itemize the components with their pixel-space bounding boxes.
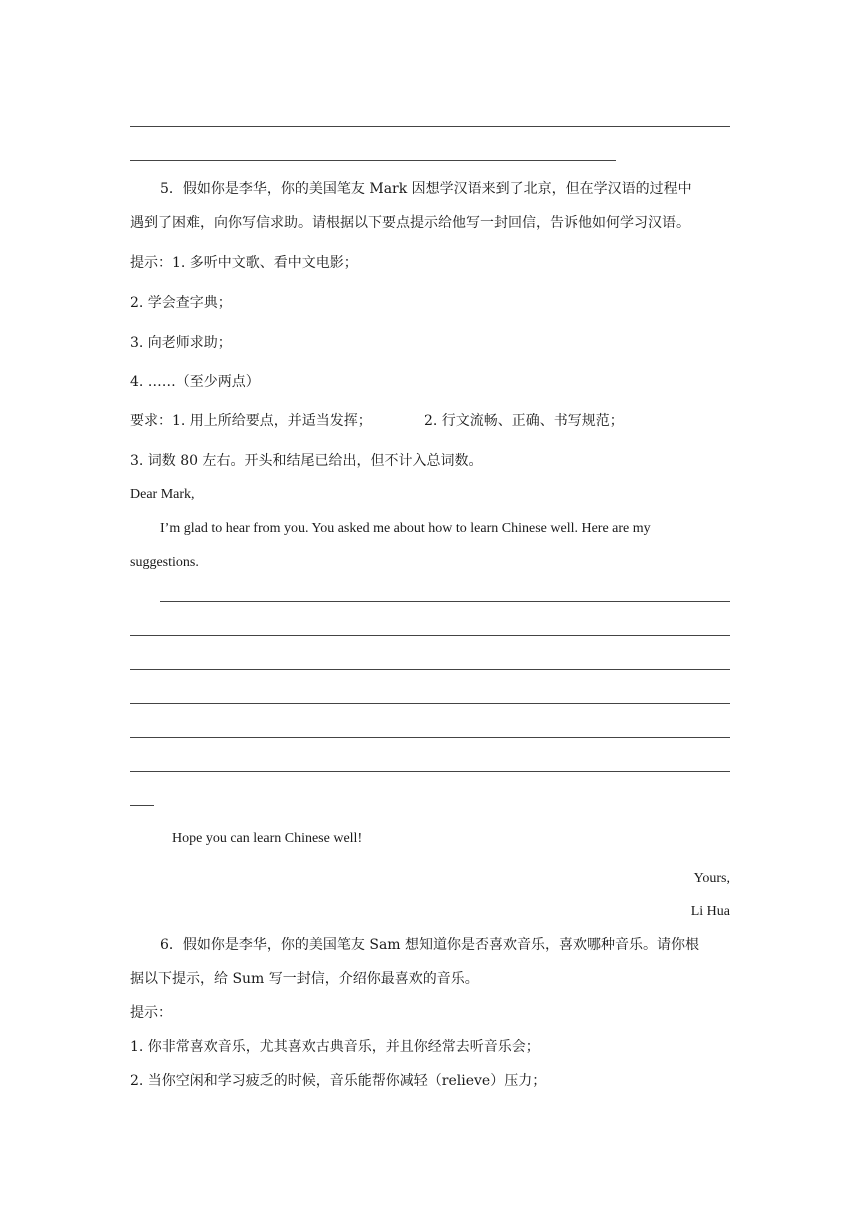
writing-line xyxy=(130,635,730,636)
writing-line xyxy=(130,805,154,806)
q6-tip1: 1. 你非常喜欢音乐，尤其喜欢古典音乐，并且你经常去听音乐会； xyxy=(130,1039,540,1055)
writing-line xyxy=(130,703,730,704)
letter-opening-line1: I’m glad to hear from you. You asked me about how to learn Chinese well. Here are my xyxy=(160,521,651,536)
letter-opening-line2: suggestions. xyxy=(130,555,199,570)
letter-salutation: Dear Mark, xyxy=(130,487,195,502)
q5-requirement1: 要求：1. 用上所给要点，并适当发挥； xyxy=(130,413,372,429)
q6-tips-label: 提示： xyxy=(130,1005,172,1021)
letter-signature: Li Hua xyxy=(690,904,730,919)
q5-requirement3: 3. 词数 80 左右。开头和结尾已给出，但不计入总词数。 xyxy=(130,453,483,469)
q5-requirement2: 2. 行文流畅、正确、书写规范； xyxy=(424,413,624,429)
q5-tip2: 2. 学会查字典； xyxy=(130,295,232,311)
writing-line xyxy=(130,737,730,738)
q6-tip2: 2. 当你空闲和学习疲乏的时候，音乐能帮你减轻（relieve）压力； xyxy=(130,1073,547,1089)
letter-closing: Hope you can learn Chinese well! xyxy=(172,831,363,846)
q6-prompt-line1: 6．假如你是李华，你的美国笔友 Sam 想知道你是否喜欢音乐，喜欢哪种音乐。请你根 xyxy=(160,937,700,953)
q5-prompt-line2: 遇到了困难，向你写信求助。请根据以下要点提示给他写一封回信，告诉他如何学习汉语。 xyxy=(130,215,690,231)
q6-prompt-line2: 据以下提示，给 Sum 写一封信，介绍你最喜欢的音乐。 xyxy=(130,971,479,987)
answer-line xyxy=(130,126,730,127)
writing-line xyxy=(130,771,730,772)
writing-line xyxy=(160,601,730,602)
writing-line xyxy=(130,669,730,670)
q5-tip3: 3. 向老师求助； xyxy=(130,335,232,351)
answer-line xyxy=(130,160,616,161)
q5-tip1: 提示：1. 多听中文歌、看中文电影； xyxy=(130,255,358,271)
letter-signoff: Yours, xyxy=(693,871,730,886)
q5-tip4: 4. ……（至少两点） xyxy=(130,374,260,390)
q5-prompt-line1: 5．假如你是李华，你的美国笔友 Mark 因想学汉语来到了北京，但在学汉语的过程中 xyxy=(160,181,692,197)
